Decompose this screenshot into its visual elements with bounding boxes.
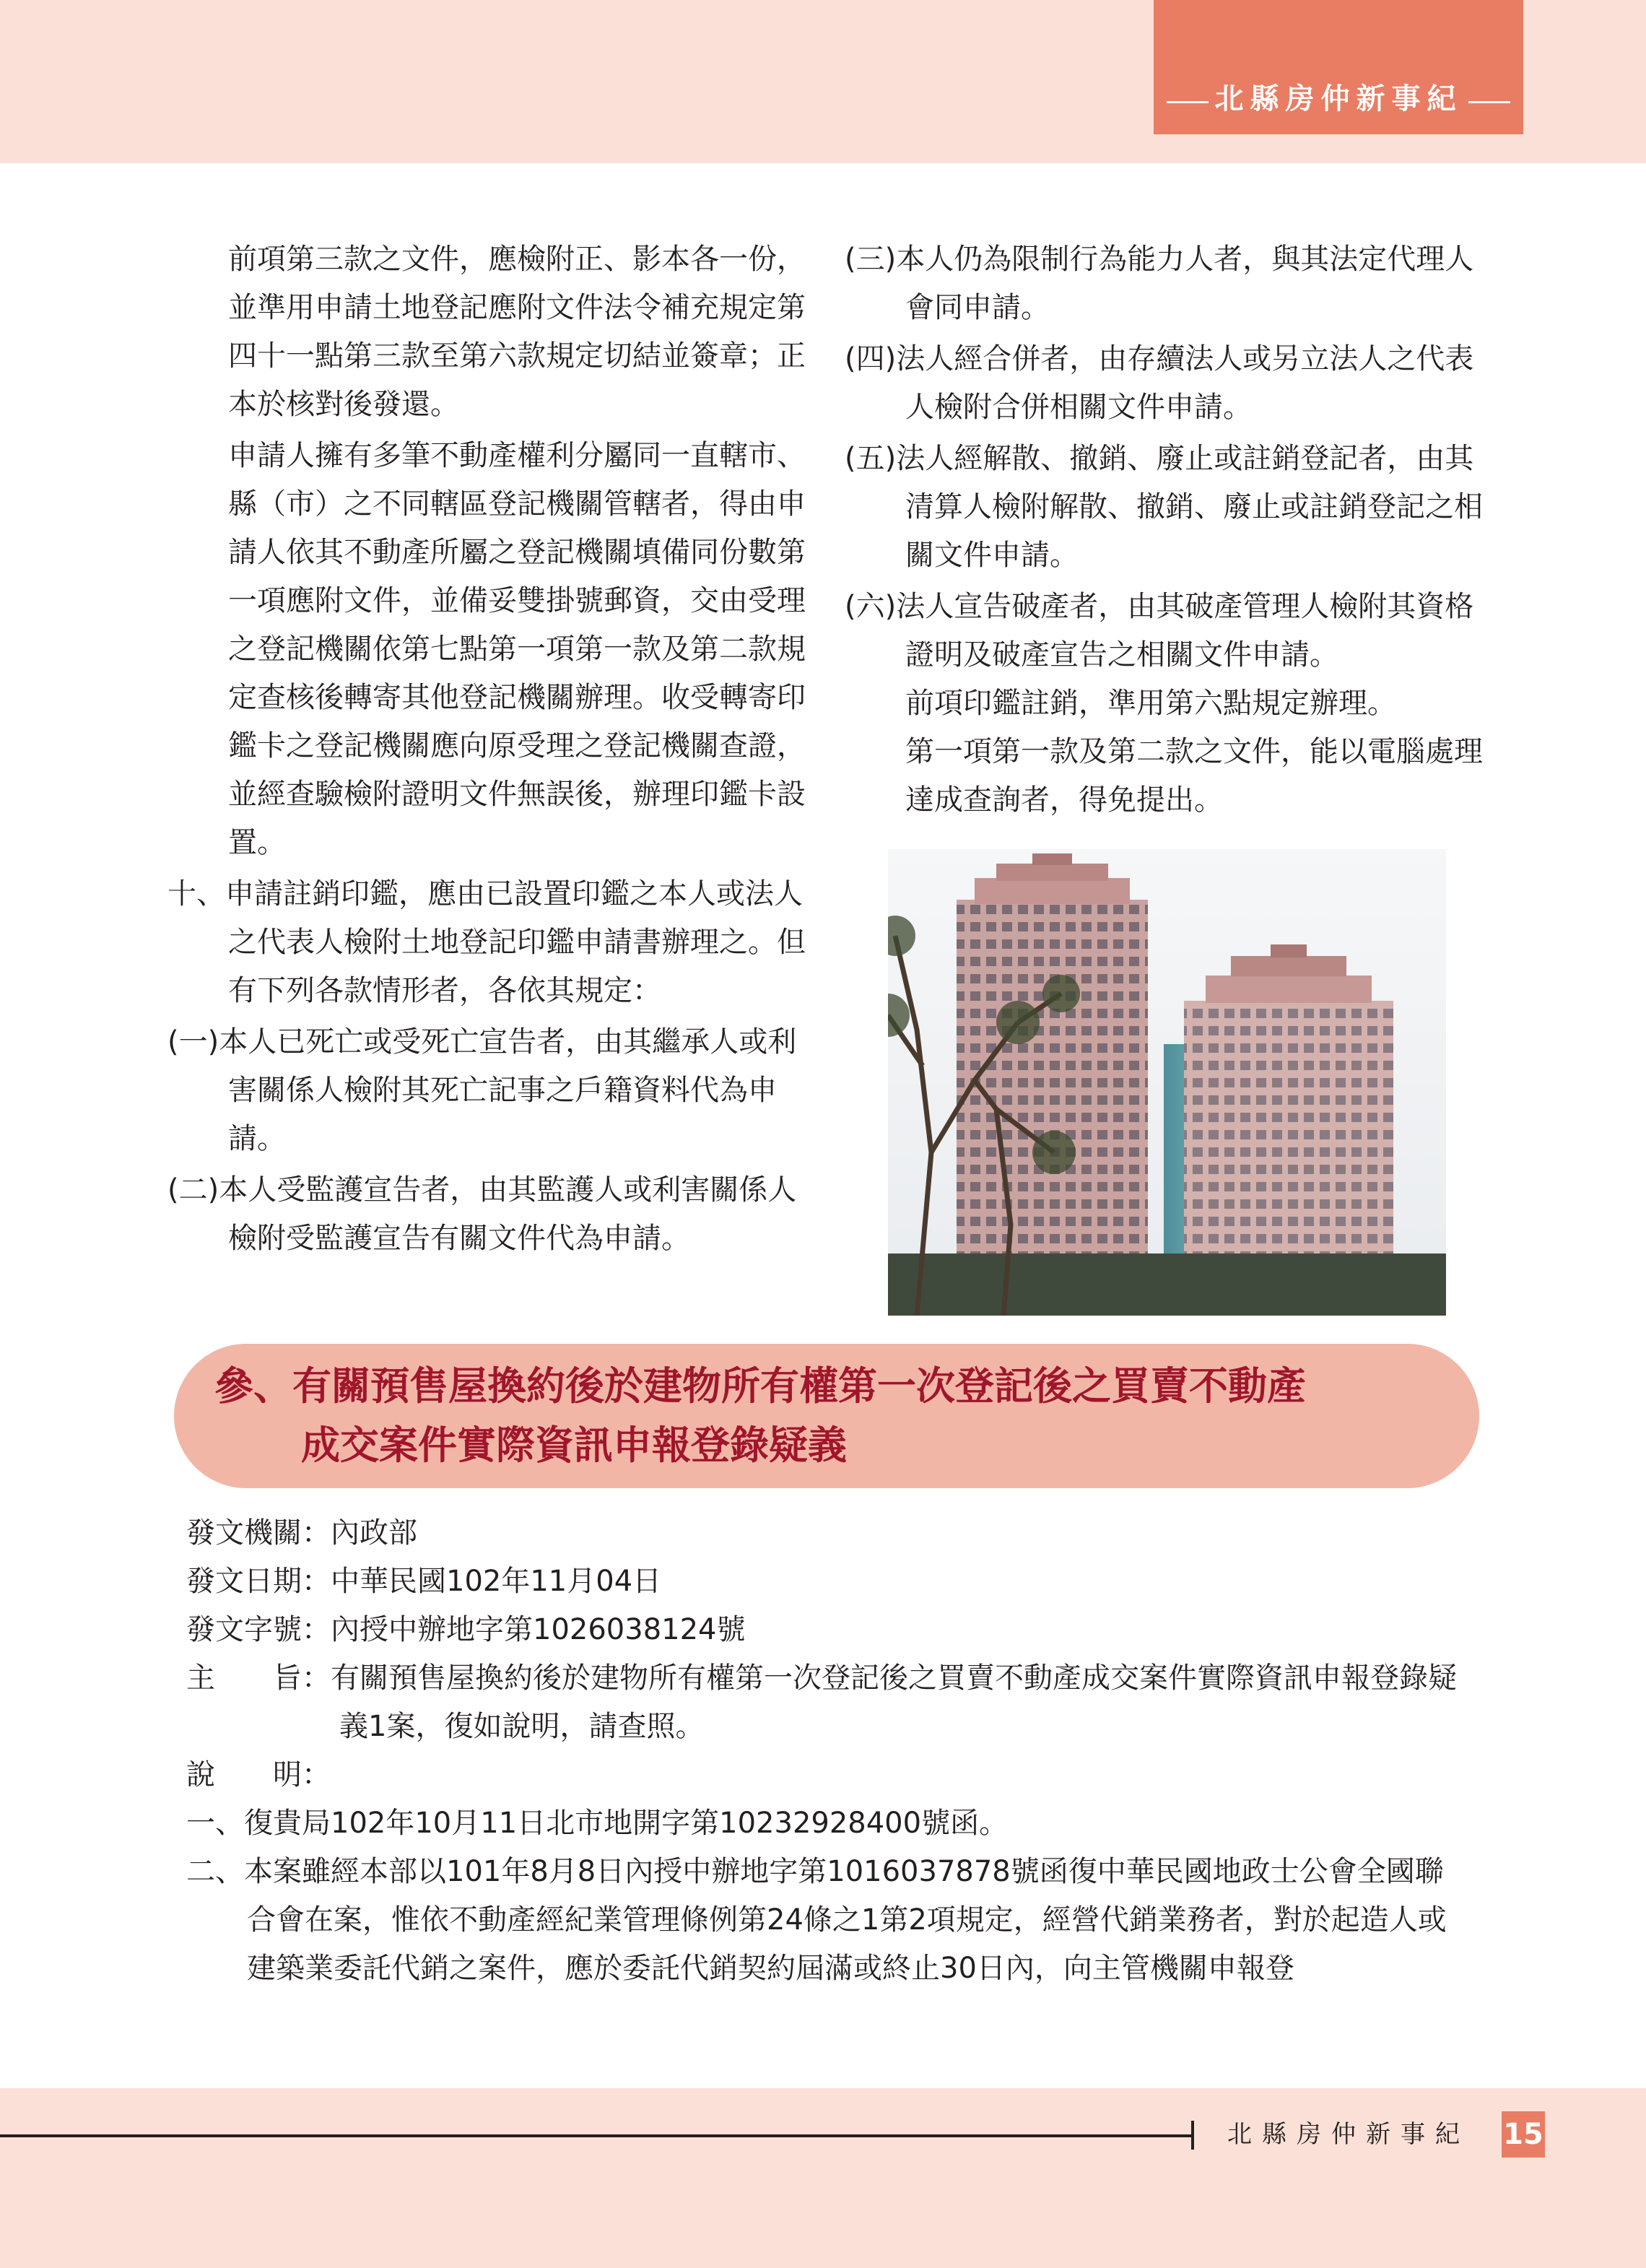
section-title: [214, 1357, 1456, 1475]
list-item: (六)法人宣告破產者，由其破產管理人檢附其資格證明及破產宣告之相關文件申請。: [845, 590, 1474, 672]
doc-ref-no: 發文字號：內授中辦地字第1026038124號: [186, 1613, 746, 1646]
doc-date: 發文日期：中華民國102年11月04日: [186, 1565, 662, 1598]
paragraph: 前項第三款之文件，應檢附正、影本各一份，並準用申請土地登記應附文件法令補充規定第四十一點第三款至第六款規定切結並簽章；正本於核對後發還。: [228, 243, 806, 421]
doc-point: 一、復貴局102年10月11日北市地開字第10232928400號函。: [186, 1807, 1009, 1840]
footer-rule: [0, 2134, 1191, 2137]
doc-subject: 主 旨：有關預售屋換約後於建物所有權第一次登記後之買賣不動產成交案件實際資訊申報登錄疑義1案，復如說明，請查照。: [186, 1661, 1457, 1743]
official-document: [186, 1509, 1471, 1993]
building-photo: [888, 849, 1446, 1316]
list-item: (四)法人經合併者，由存續法人或另立法人之代表人檢附合併相關文件申請。: [845, 342, 1474, 424]
left-column: [167, 235, 817, 1263]
doc-issuer: 發文機關：內政部: [186, 1516, 417, 1550]
page-number: 15: [1502, 2111, 1545, 2158]
list-item: (五)法人經解散、撤銷、廢止或註銷登記者，由其清算人檢附解散、撤銷、廢止或註銷登記之相關文件申請。: [845, 442, 1483, 572]
header-rule-right: [1468, 101, 1510, 103]
section-title-line1: 參、有關預售屋換約後於建物所有權第一次登記後之買賣不動產: [214, 1363, 1306, 1409]
section-title-line2: 成交案件實際資訊申報登錄疑義: [301, 1422, 847, 1468]
header-title: 北縣房仲新事紀: [1214, 82, 1463, 116]
list-item: (一)本人已死亡或受死亡宣告者，由其繼承人或利害關係人檢附其死亡記事之戶籍資料代為申請。: [167, 1025, 797, 1155]
list-item: (三)本人仍為限制行為能力人者，與其法定代理人會同申請。: [845, 243, 1474, 324]
doc-point: 二、本案雖經本部以101年8月8日內授中辦地字第1016037878號函復中華民國地政士公會全國聯合會在案，惟依不動產經紀業管理條例第24條之1第2項規定，經營代銷業務者，對於起造人或建築業委託代銷之案件，應於委託代銷契約屆滿或終止30日內，向主管機關申報登: [186, 1855, 1447, 1985]
list-item: (二)本人受監護宣告者，由其監護人或利害關係人檢附受監護宣告有關文件代為申請。: [167, 1173, 797, 1255]
paragraph: 第一項第一款及第二款之文件，能以電腦處理達成查詢者，得免提出。: [905, 735, 1483, 817]
doc-explanation-label: 說 明：: [186, 1758, 331, 1791]
section-heading-banner: [174, 1344, 1479, 1488]
footer-title: 北縣房仲新事紀: [1227, 2120, 1470, 2149]
list-item: 十、申請註銷印鑑，應由已設置印鑑之本人或法人之代表人檢附土地登記印鑑申請書辦理之。但有下列各款情形者，各依其規定：: [167, 877, 806, 1007]
paragraph: 申請人擁有多筆不動產權利分屬同一直轄市、縣（市）之不同轄區登記機關管轄者，得由申請人依其不動產所屬之登記機關填備同份數第一項應附文件，並備妥雙掛號郵資，交由受理之登記機關依第七點第一項第一款及第二款規定查核後轉寄其他登記機關辦理。收受轉寄印鑑卡之登記機關應向原受理之登記機關查證，並經查驗檢附證明文件無誤後，辦理印鑑卡設置。: [228, 439, 806, 859]
footer-tick: [1191, 2121, 1194, 2150]
right-column: [845, 235, 1494, 825]
header-tab: [1154, 0, 1523, 134]
paragraph: 前項印鑑註銷，準用第六點規定辦理。: [905, 687, 1396, 720]
buildings-illustration: [888, 849, 1446, 1316]
